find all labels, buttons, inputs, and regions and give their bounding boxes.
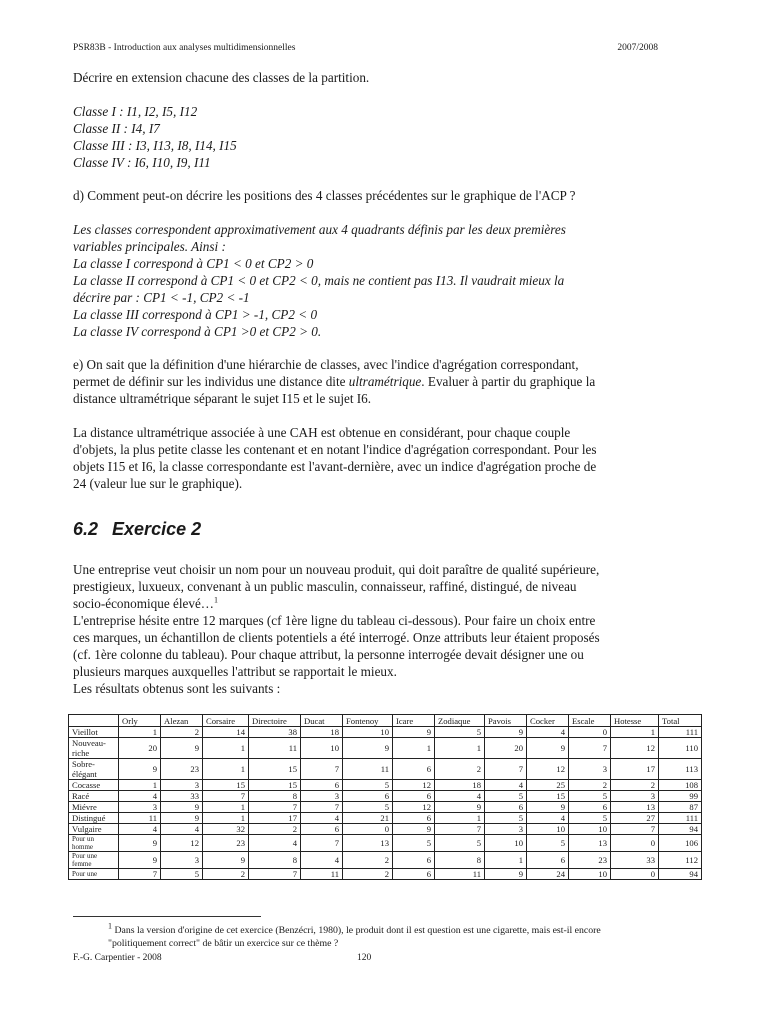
table-cell: 10 [569,824,611,835]
table-cell: 3 [119,802,161,813]
table-cell: 7 [249,802,301,813]
exercise-line: ces marques, un échantillon de clients potentiels a été interrogé. Onze attributs leur étaient proposés [73,630,600,645]
table-cell: 18 [435,780,485,791]
question-d: d) Comment peut-on décrire les positions des 4 classes précédentes sur le graphique de l'ACP ? [73,188,576,203]
table-row [69,780,702,791]
table-cell: 6 [393,869,435,880]
table-cell: 3 [301,791,343,802]
row-total-cell: 111 [659,813,702,824]
table-cell: 4 [119,824,161,835]
exercise-line: (cf. 1ère colonne du tableau). Pour chaque attribut, la personne interrogée devait désigner une ou [73,647,584,662]
answer-line: 24 (valeur lue sur le graphique). [73,476,243,491]
table-cell: 9 [527,738,569,759]
table-cell: 13 [569,835,611,852]
table-cell: 9 [485,727,527,738]
table-cell: 7 [435,824,485,835]
table-cell: 7 [301,802,343,813]
answer-d [73,221,693,340]
table-cell: 7 [119,869,161,880]
table-cell: 5 [343,802,393,813]
table-cell: 15 [249,759,301,780]
table-cell: 3 [161,780,203,791]
table-row [69,791,702,802]
exercise-line: socio-économique élevé…$^1$ [73,595,218,611]
table-cell: 10 [569,869,611,880]
table-cell: 9 [527,802,569,813]
table-cell: 5 [527,835,569,852]
table-column-header: Pavois [485,715,527,727]
table-row [69,824,702,835]
table-cell: 7 [301,759,343,780]
table-cell: 6 [393,759,435,780]
table-cell: 23 [161,759,203,780]
header-year: 2007/2008 [617,43,658,53]
table-cell: 5 [485,813,527,824]
table-cell: 4 [249,835,301,852]
table-cell: 7 [485,759,527,780]
exercise-line: L'entreprise hésite entre 12 marques (cf 1ère ligne du tableau ci-dessous). Pour faire un choix entre [73,613,596,628]
table-cell: 9 [119,835,161,852]
exercise-line: plusieurs marques auxquelles l'attribut se rapportait le mieux. [73,664,397,679]
table-cell: 18 [301,727,343,738]
table-cell: 2 [343,852,393,869]
table-cell: 12 [393,780,435,791]
table-cell: 0 [611,869,659,880]
table-cell: 33 [161,791,203,802]
table-cell: 1 [435,813,485,824]
table-cell: 1 [611,727,659,738]
table-cell: 1 [203,813,249,824]
table-row [69,813,702,824]
table-cell: 17 [611,759,659,780]
table-cell: 6 [527,852,569,869]
brand-attribute-table [68,714,702,880]
table-cell: 11 [301,869,343,880]
table-cell: 2 [203,869,249,880]
table-cell: 9 [119,852,161,869]
footnote-ref[interactable]: 1 [213,595,218,605]
table-column-header: Hotesse [611,715,659,727]
table-cell: 4 [435,791,485,802]
table-cell: 2 [343,869,393,880]
answer-line: variables principales. Ainsi : [73,239,226,254]
table-column-header: Total [659,715,702,727]
table-cell: 12 [393,802,435,813]
table-cell: 10 [485,835,527,852]
footnote-separator [73,916,261,917]
row-total-cell: 112 [659,852,702,869]
footnote-line: "politiquement correct" de bâtir un exercice sur ce thème ? [108,938,339,949]
table-column-header: Alezan [161,715,203,727]
footnote-mark: 1 [108,921,112,931]
row-label: Cocasse [69,780,119,791]
table-cell: 1 [435,738,485,759]
question-line: e) On sait que la définition d'une hiérarchie de classes, avec l'indice d'agrégation correspondant, [73,357,579,372]
class-item: Classe III : I3, I13, I8, I14, I15 [73,138,237,153]
table-cell: 5 [569,791,611,802]
question-line: permet de définir sur les individus une distance dite ultramétrique. Evaluer à partir du graphique la [73,374,596,389]
table-cell: 1 [203,802,249,813]
table-cell: 1 [203,759,249,780]
exercise-line: Une entreprise veut choisir un nom pour un nouveau produit, qui doit paraître de qualité supérieure, [73,562,600,577]
table-column-header: Corsaire [203,715,249,727]
table-row [69,869,702,880]
table-cell: 7 [249,869,301,880]
table-cell: 9 [485,869,527,880]
table-cell: 8 [249,852,301,869]
table-cell: 15 [527,791,569,802]
table-cell: 4 [301,813,343,824]
table-cell: 10 [343,727,393,738]
table-cell: 5 [435,835,485,852]
table-cell: 6 [569,802,611,813]
table-cell: 11 [435,869,485,880]
table-cell: 9 [393,824,435,835]
table-cell: 6 [343,791,393,802]
page-number: 120 [357,953,372,963]
table-cell: 25 [527,780,569,791]
table-cell: 5 [485,791,527,802]
table-column-header: Orly [119,715,161,727]
table-cell: 3 [611,791,659,802]
answer-line: décrire par : CP1 < -1, CP2 < -1 [73,290,250,305]
row-label: Racé [69,791,119,802]
table-cell: 6 [301,780,343,791]
row-label: Vieillot [69,727,119,738]
table-column-header: Ducat [301,715,343,727]
table-cell: 2 [435,759,485,780]
answer-line: La classe I correspond à CP1 < 0 et CP2 > 0 [73,256,314,271]
table-cell: 12 [611,738,659,759]
table-row [69,759,702,780]
table-cell: 23 [203,835,249,852]
table-cell: 12 [161,835,203,852]
table-cell: 11 [343,759,393,780]
row-label: Nouveau-riche [69,738,119,759]
row-label: Pour une [69,869,119,880]
table-cell: 24 [527,869,569,880]
table-column-header: Cocker [527,715,569,727]
table-cell: 6 [393,791,435,802]
row-total-cell: 94 [659,869,702,880]
table-column-header: Escale [569,715,611,727]
table-cell: 6 [485,802,527,813]
exercise-text [73,561,693,697]
section-heading [73,519,201,540]
table-cell: 2 [249,824,301,835]
section-number: 6.2 [73,519,99,539]
row-total-cell: 111 [659,727,702,738]
table-cell: 8 [249,791,301,802]
question-e [73,356,693,407]
table-cell: 9 [435,802,485,813]
section-title: Exercice 2 [112,519,202,539]
table-cell: 27 [611,813,659,824]
table-cell: 10 [527,824,569,835]
table-cell: 9 [203,852,249,869]
table-cell: 2 [611,780,659,791]
table-cell: 2 [569,780,611,791]
table-body [69,727,702,880]
table-corner-cell [69,715,119,727]
table-cell: 9 [393,727,435,738]
table-cell: 3 [485,824,527,835]
answer-line: La classe IV correspond à CP1 >0 et CP2 > 0. [73,324,322,339]
table-cell: 15 [249,780,301,791]
table-cell: 4 [119,791,161,802]
table-cell: 9 [161,802,203,813]
table-row [69,835,702,852]
row-total-cell: 94 [659,824,702,835]
table-column-header: Fontenoy [343,715,393,727]
answer-e [73,424,693,492]
table-cell: 14 [203,727,249,738]
table-cell: 7 [301,835,343,852]
table-cell: 3 [161,852,203,869]
answer-line: Les classes correspondent approximativement aux 4 quadrants définis par les deux premières [73,222,566,237]
table-cell: 0 [569,727,611,738]
table-cell: 7 [611,824,659,835]
table-cell: 7 [203,791,249,802]
question-line: distance ultramétrique séparant le sujet I15 et le sujet I6. [73,391,372,406]
row-total-cell: 110 [659,738,702,759]
exercise-line: prestigieux, luxueux, convenant à un public masculin, connaisseur, raffiné, distingué, de niveau [73,579,577,594]
table-cell: 1 [203,738,249,759]
table-cell: 0 [611,835,659,852]
table-cell: 7 [569,738,611,759]
table-cell: 5 [393,835,435,852]
term-ultrametrique: ultramétrique [348,374,422,389]
table-cell: 20 [485,738,527,759]
answer-line: La classe II correspond à CP1 < 0 et CP2 < 0, mais ne contient pas I13. Il vaudrait mieux la [73,273,565,288]
table-cell: 38 [249,727,301,738]
answer-line: La distance ultramétrique associée à une CAH est obtenue en considérant, pour chaque couple [73,425,571,440]
exercise-line: Les résultats obtenus sont les suivants : [73,681,281,696]
answer-line: d'objets, la plus petite classe les contenant et en notant l'indice d'agrégation correspondant. Pour les [73,442,597,457]
table-cell: 9 [161,813,203,824]
row-label: Pour une femme [69,852,119,869]
table-cell: 5 [161,869,203,880]
table-row [69,738,702,759]
class-item: Classe IV : I6, I10, I9, I11 [73,155,211,170]
row-total-cell: 99 [659,791,702,802]
answer-line: objets I15 et I6, la classe correspondante est l'avant-dernière, avec un indice d'agrégation proche de [73,459,597,474]
row-label: Distingué [69,813,119,824]
table-row [69,852,702,869]
row-total-cell: 113 [659,759,702,780]
row-label: Sobre-élégant [69,759,119,780]
table-cell: 20 [119,738,161,759]
table-cell: 33 [611,852,659,869]
table-cell: 9 [161,738,203,759]
table-column-header: Icare [393,715,435,727]
table-cell: 1 [119,780,161,791]
table-cell: 5 [343,780,393,791]
table-cell: 9 [343,738,393,759]
row-label: Miévre [69,802,119,813]
table-row [69,802,702,813]
intro-question: Décrire en extension chacune des classes de la partition. [73,70,370,85]
table-cell: 6 [393,813,435,824]
table-cell: 11 [249,738,301,759]
row-label: Pour un homme [69,835,119,852]
footnote: $^1$ Dans la version d'origine de cet exercice (Benzécri, 1980), le produit dont il est question est une cigarette, mais est-il encore "politiquement correct" de bâtir un exercice sur ce thème ? [108,924,698,950]
table-cell: 9 [119,759,161,780]
table-cell: 32 [203,824,249,835]
table-cell: 23 [569,852,611,869]
table-header-row [69,715,702,727]
row-total-cell: 87 [659,802,702,813]
table-cell: 15 [203,780,249,791]
table-column-header: Zodiaque [435,715,485,727]
table-cell: 4 [161,824,203,835]
table-cell: 3 [569,759,611,780]
table-cell: 4 [527,813,569,824]
table-cell: 5 [569,813,611,824]
table-cell: 13 [611,802,659,813]
table-cell: 4 [527,727,569,738]
table-cell: 12 [527,759,569,780]
table-cell: 1 [393,738,435,759]
header-course-title: PSR83B - Introduction aux analyses multidimensionnelles [73,43,296,53]
table-cell: 1 [119,727,161,738]
classes-list [73,103,693,171]
table-cell: 6 [301,824,343,835]
table-cell: 21 [343,813,393,824]
row-total-cell: 108 [659,780,702,791]
table-cell: 10 [301,738,343,759]
class-item: Classe I : I1, I2, I5, I12 [73,104,198,119]
table-cell: 8 [435,852,485,869]
table-cell: 17 [249,813,301,824]
row-total-cell: 106 [659,835,702,852]
table-cell: 4 [485,780,527,791]
table-cell: 1 [485,852,527,869]
table-cell: 4 [301,852,343,869]
row-label: Vulgaire [69,824,119,835]
table-cell: 0 [343,824,393,835]
table-cell: 2 [161,727,203,738]
footer-author: F.-G. Carpentier - 2008 [73,953,162,963]
answer-line: La classe III correspond à CP1 > -1, CP2 < 0 [73,307,318,322]
table-cell: 11 [119,813,161,824]
class-item: Classe II : I4, I7 [73,121,160,136]
table-column-header: Directoire [249,715,301,727]
table-cell: 5 [435,727,485,738]
table-cell: 13 [343,835,393,852]
table-row [69,727,702,738]
table-cell: 6 [393,852,435,869]
